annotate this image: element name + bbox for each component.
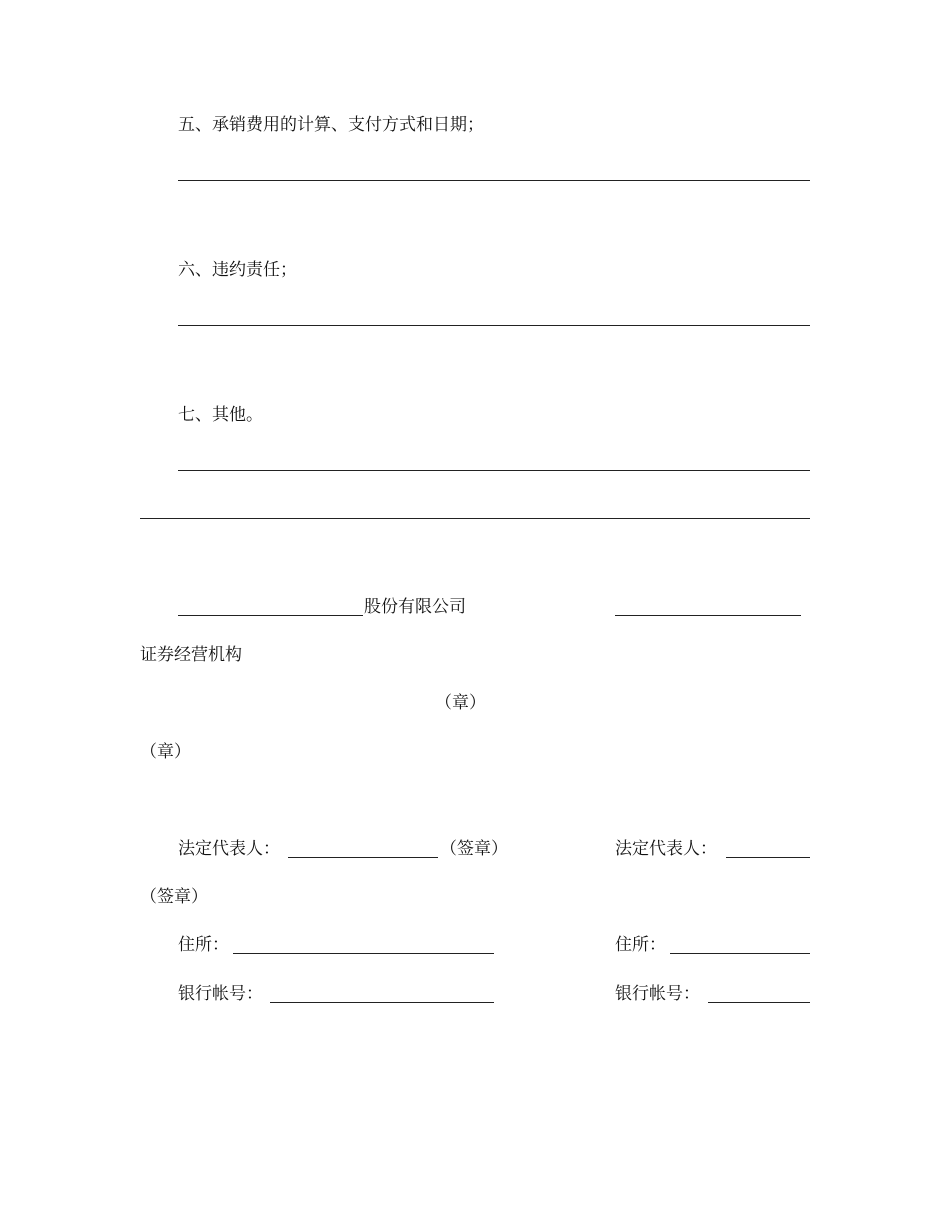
fill-line-clause-seven	[178, 470, 810, 471]
bank-account-label-left: 银行帐号：	[178, 984, 263, 1004]
address-blank-left	[233, 953, 494, 954]
legal-rep-blank-right	[726, 857, 810, 858]
seal-right: （章）	[435, 693, 486, 713]
securities-firm-name-blank	[615, 615, 801, 616]
sign-seal-left: （签章）	[440, 839, 508, 859]
fill-line-clause-six	[178, 325, 810, 326]
bank-account-blank-left	[270, 1002, 494, 1003]
company-suffix: 股份有限公司	[364, 597, 466, 617]
clause-five: 五、承销费用的计算、支付方式和日期；	[178, 115, 484, 135]
fill-line-clause-five	[178, 180, 810, 181]
legal-rep-blank-left	[288, 857, 438, 858]
company-name-blank	[178, 615, 363, 616]
legal-rep-label-left: 法定代表人：	[178, 839, 280, 859]
legal-rep-label-right: 法定代表人：	[615, 839, 717, 859]
bank-account-blank-right	[708, 1002, 810, 1003]
address-label-right: 住所：	[615, 935, 666, 955]
address-label-left: 住所：	[178, 935, 229, 955]
securities-firm-label: 证券经营机构	[140, 645, 242, 665]
seal-left: （章）	[140, 742, 191, 762]
address-blank-right	[670, 953, 810, 954]
clause-six: 六、违约责任；	[178, 260, 297, 280]
section-divider	[140, 518, 810, 519]
sign-seal-wrapped: （签章）	[140, 887, 208, 907]
clause-seven: 七、其他。	[178, 405, 263, 425]
bank-account-label-right: 银行帐号：	[615, 984, 700, 1004]
